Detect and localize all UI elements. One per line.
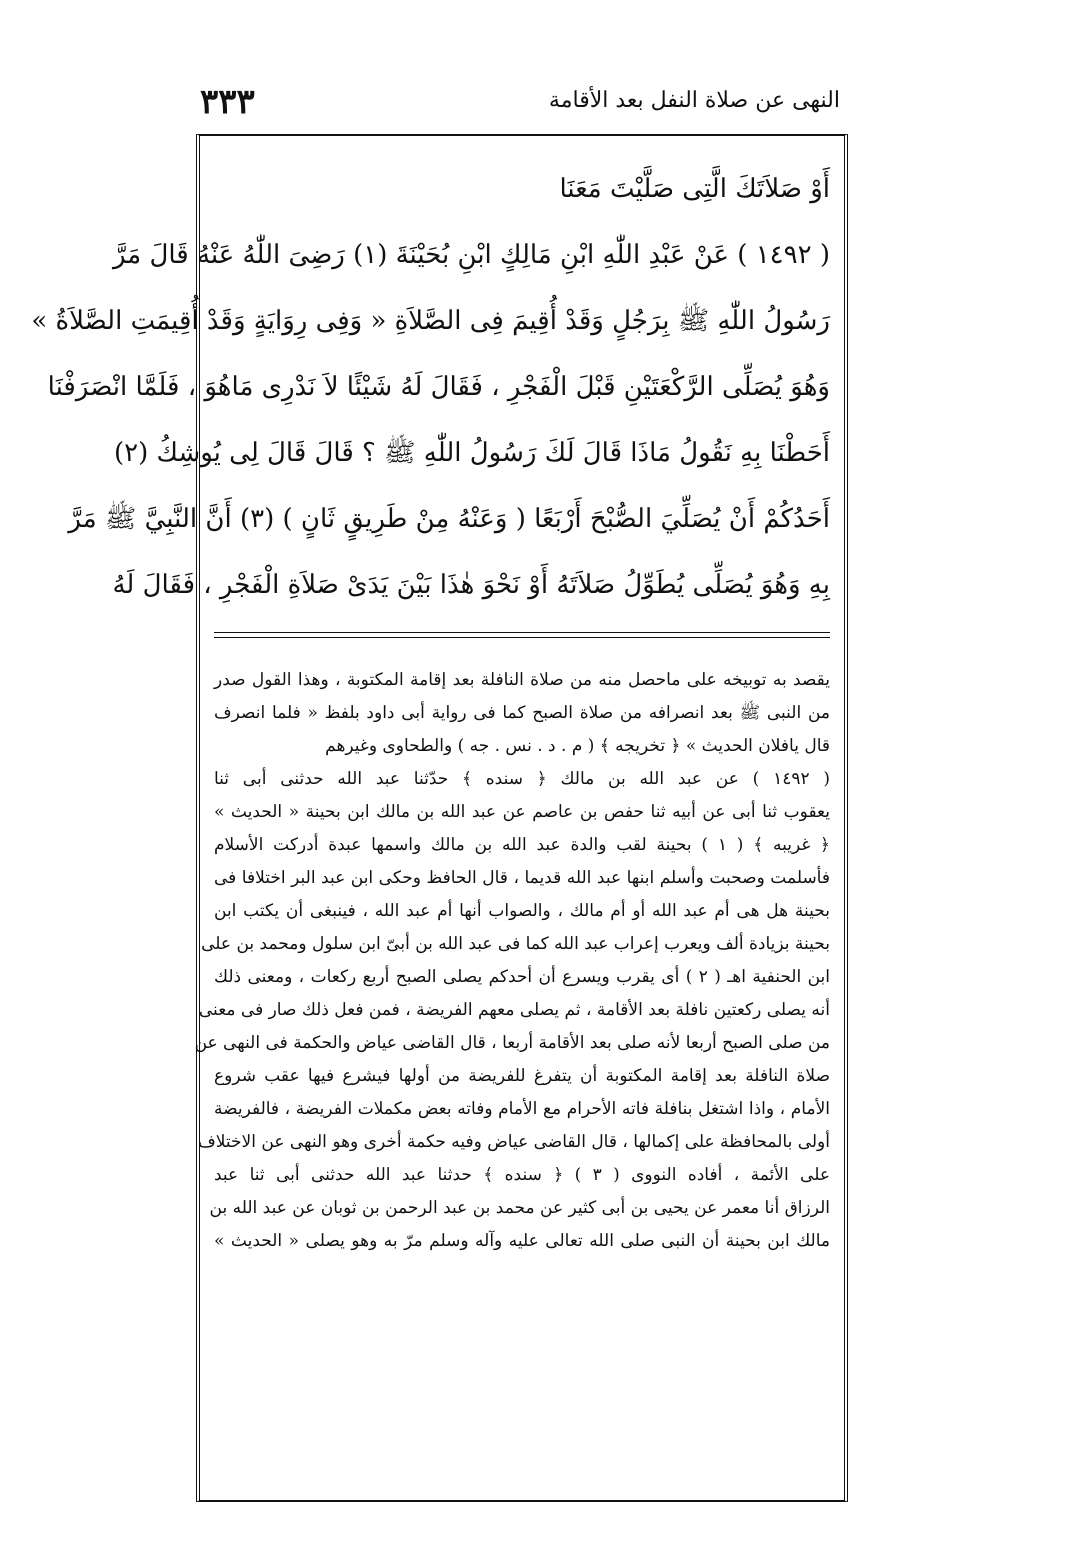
page-header: [200, 82, 840, 130]
hadith-line: بِهِ وَهُوَ يُصَلِّى يُطَوِّلُ صَلاَتَهُ أَوْ نَحْوَ هٰذَا بَيْنَ يَدَىْ صَلاَةِ الْفَجْرِ ، فَقَالَ لَهُ: [112, 570, 830, 600]
commentary-line: بحينة بزيادة ألف ويعرب إعراب عبد الله كما فى عبد الله بن أبىّ ابن سلول ومحمد بن على: [201, 934, 830, 954]
hadith-line: أَحَطْنَا بِهِ نَقُولُ مَاذَا قَالَ لَكَ رَسُولُ اللّٰهِ ﷺ ؟ قَالَ قَالَ لِى يُوشِكُ (٢): [114, 438, 830, 468]
commentary-line: ( ١٤٩٢ ) عن عبد الله بن مالك ﴿ سنده ﴾ حدّثنا عبد الله حدثنى أبى ثنا: [214, 769, 830, 789]
commentary-line: ابن الحنفية اهـ ( ٢ ) أى يقرب ويسرع أن أحدكم يصلى الصبح أربع ركعات ، ومعنى ذلك: [214, 967, 830, 987]
running-title: النهى عن صلاة النفل بعد الأقامة: [548, 88, 840, 113]
hadith-line: أَوْ صَلاَتَكَ الَّتِى صَلَّيْتَ مَعَنَا: [559, 174, 830, 204]
hadith-line: وَهُوَ يُصَلِّى الرَّكْعَتَيْنِ قَبْلَ الْفَجْرِ ، فَقَالَ لَهُ شَيْئًا لاَ نَدْرِى مَاهُوَ ، فَلَمَّا انْصَرَفْنَا: [47, 372, 830, 402]
commentary-line: من صلى الصبح أربعا لأنه صلى بعد الأقامة أربعا ، قال القاضى عياض والحكمة فى النهى عن: [194, 1033, 830, 1053]
commentary-line: من النبى ﷺ بعد انصرافه من صلاة الصبح كما فى رواية أبى داود بلفظ « فلما انصرف: [214, 703, 830, 723]
hadith-line: ( ١٤٩٢ ) عَنْ عَبْدِ اللّٰهِ ابْنِ مَالِكٍ ابْنِ بُحَيْنَةَ (١) رَضِىَ اللّٰهُ عَنْهُ قَالَ مَرَّ: [112, 240, 830, 270]
commentary-line: صلاة النافلة بعد إقامة المكتوبة أن يتفرغ للفريضة من أولها فيشرع فيها عقب شروع: [214, 1066, 830, 1086]
page-number: ٣٣٣: [200, 82, 255, 122]
commentary-line: الأمام ، واذا اشتغل بنافلة فاته الأحرام مع الأمام وفاته بعض مكملات الفريضة ، فالفريضة: [214, 1099, 830, 1119]
commentary-line: أولى بالمحافظة على إكمالها ، قال القاضى عياض وفيه حكمة أخرى وهو النهى عن الاختلاف: [198, 1132, 830, 1152]
commentary-line: بحينة هل هى أم عبد الله أو أم مالك ، والصواب أنها أم عبد الله ، فينبغى أن يكتب ابن: [214, 901, 830, 921]
section-divider: [214, 632, 830, 638]
commentary-line: مالك ابن بحينة أن النبى صلى الله تعالى عليه وآله وسلم مرّ به وهو يصلى « الحديث »: [214, 1231, 830, 1251]
commentary-line: فأسلمت وصحبت وأسلم ابنها عبد الله قديما ، قال الحافظ وحكى ابن عبد البر اختلافا فى: [214, 868, 830, 888]
hadith-text: [31, 156, 830, 618]
commentary-line: الرزاق أنا معمر عن يحيى بن أبى كثير عن محمد بن عبد الرحمن بن ثوبان عن عبد الله بن: [209, 1198, 830, 1218]
text-frame: [31, 134, 848, 1502]
commentary-line: على الأئمة ، أفاده النووى ( ٣ ) ﴿ سنده ﴾ حدثنا عبد الله حدثنى أبى ثنا عبد: [214, 1165, 830, 1185]
hadith-line: رَسُولُ اللّٰهِ ﷺ بِرَجُلٍ وَقَدْ أُقِيمَ فِى الصَّلاَةِ « وَفِى رِوَايَةٍ وَقَدْ أُقِيمَتِ الصَّلاَةُ »: [31, 306, 830, 336]
commentary-line: أنه يصلى ركعتين نافلة بعد الأقامة ، ثم يصلى معهم الفريضة ، فمن فعل ذلك صار فى معنى: [198, 1000, 830, 1020]
commentary-line: ﴿ غريبه ﴾ ( ١ ) بحينة لقب والدة عبد الله بن مالك واسمها عبدة أدركت الأسلام: [214, 835, 830, 855]
hadith-line: أَحَدُكُمْ أَنْ يُصَلِّيَ الصُّبْحَ أَرْبَعًا ( وَعَنْهُ مِنْ طَرِيقٍ ثَانٍ ) (٣) أَنَّ النَّبِيَّ ﷺ مَرَّ: [68, 504, 830, 534]
commentary-line: يعقوب ثنا أبى عن أبيه ثنا حفص بن عاصم عن عبد الله بن مالك ابن بحينة « الحديث »: [214, 802, 830, 822]
commentary-line: قال يافلان الحديث » ﴿ تخريجه ﴾ ( م . د . نس . جه ) والطحاوى وغيرهم: [325, 736, 830, 756]
commentary-line: يقصد به توبيخه على ماحصل منه من صلاة النافلة بعد إقامة المكتوبة ، وهذا القول صدر: [214, 670, 830, 690]
commentary-text: [194, 664, 830, 1258]
